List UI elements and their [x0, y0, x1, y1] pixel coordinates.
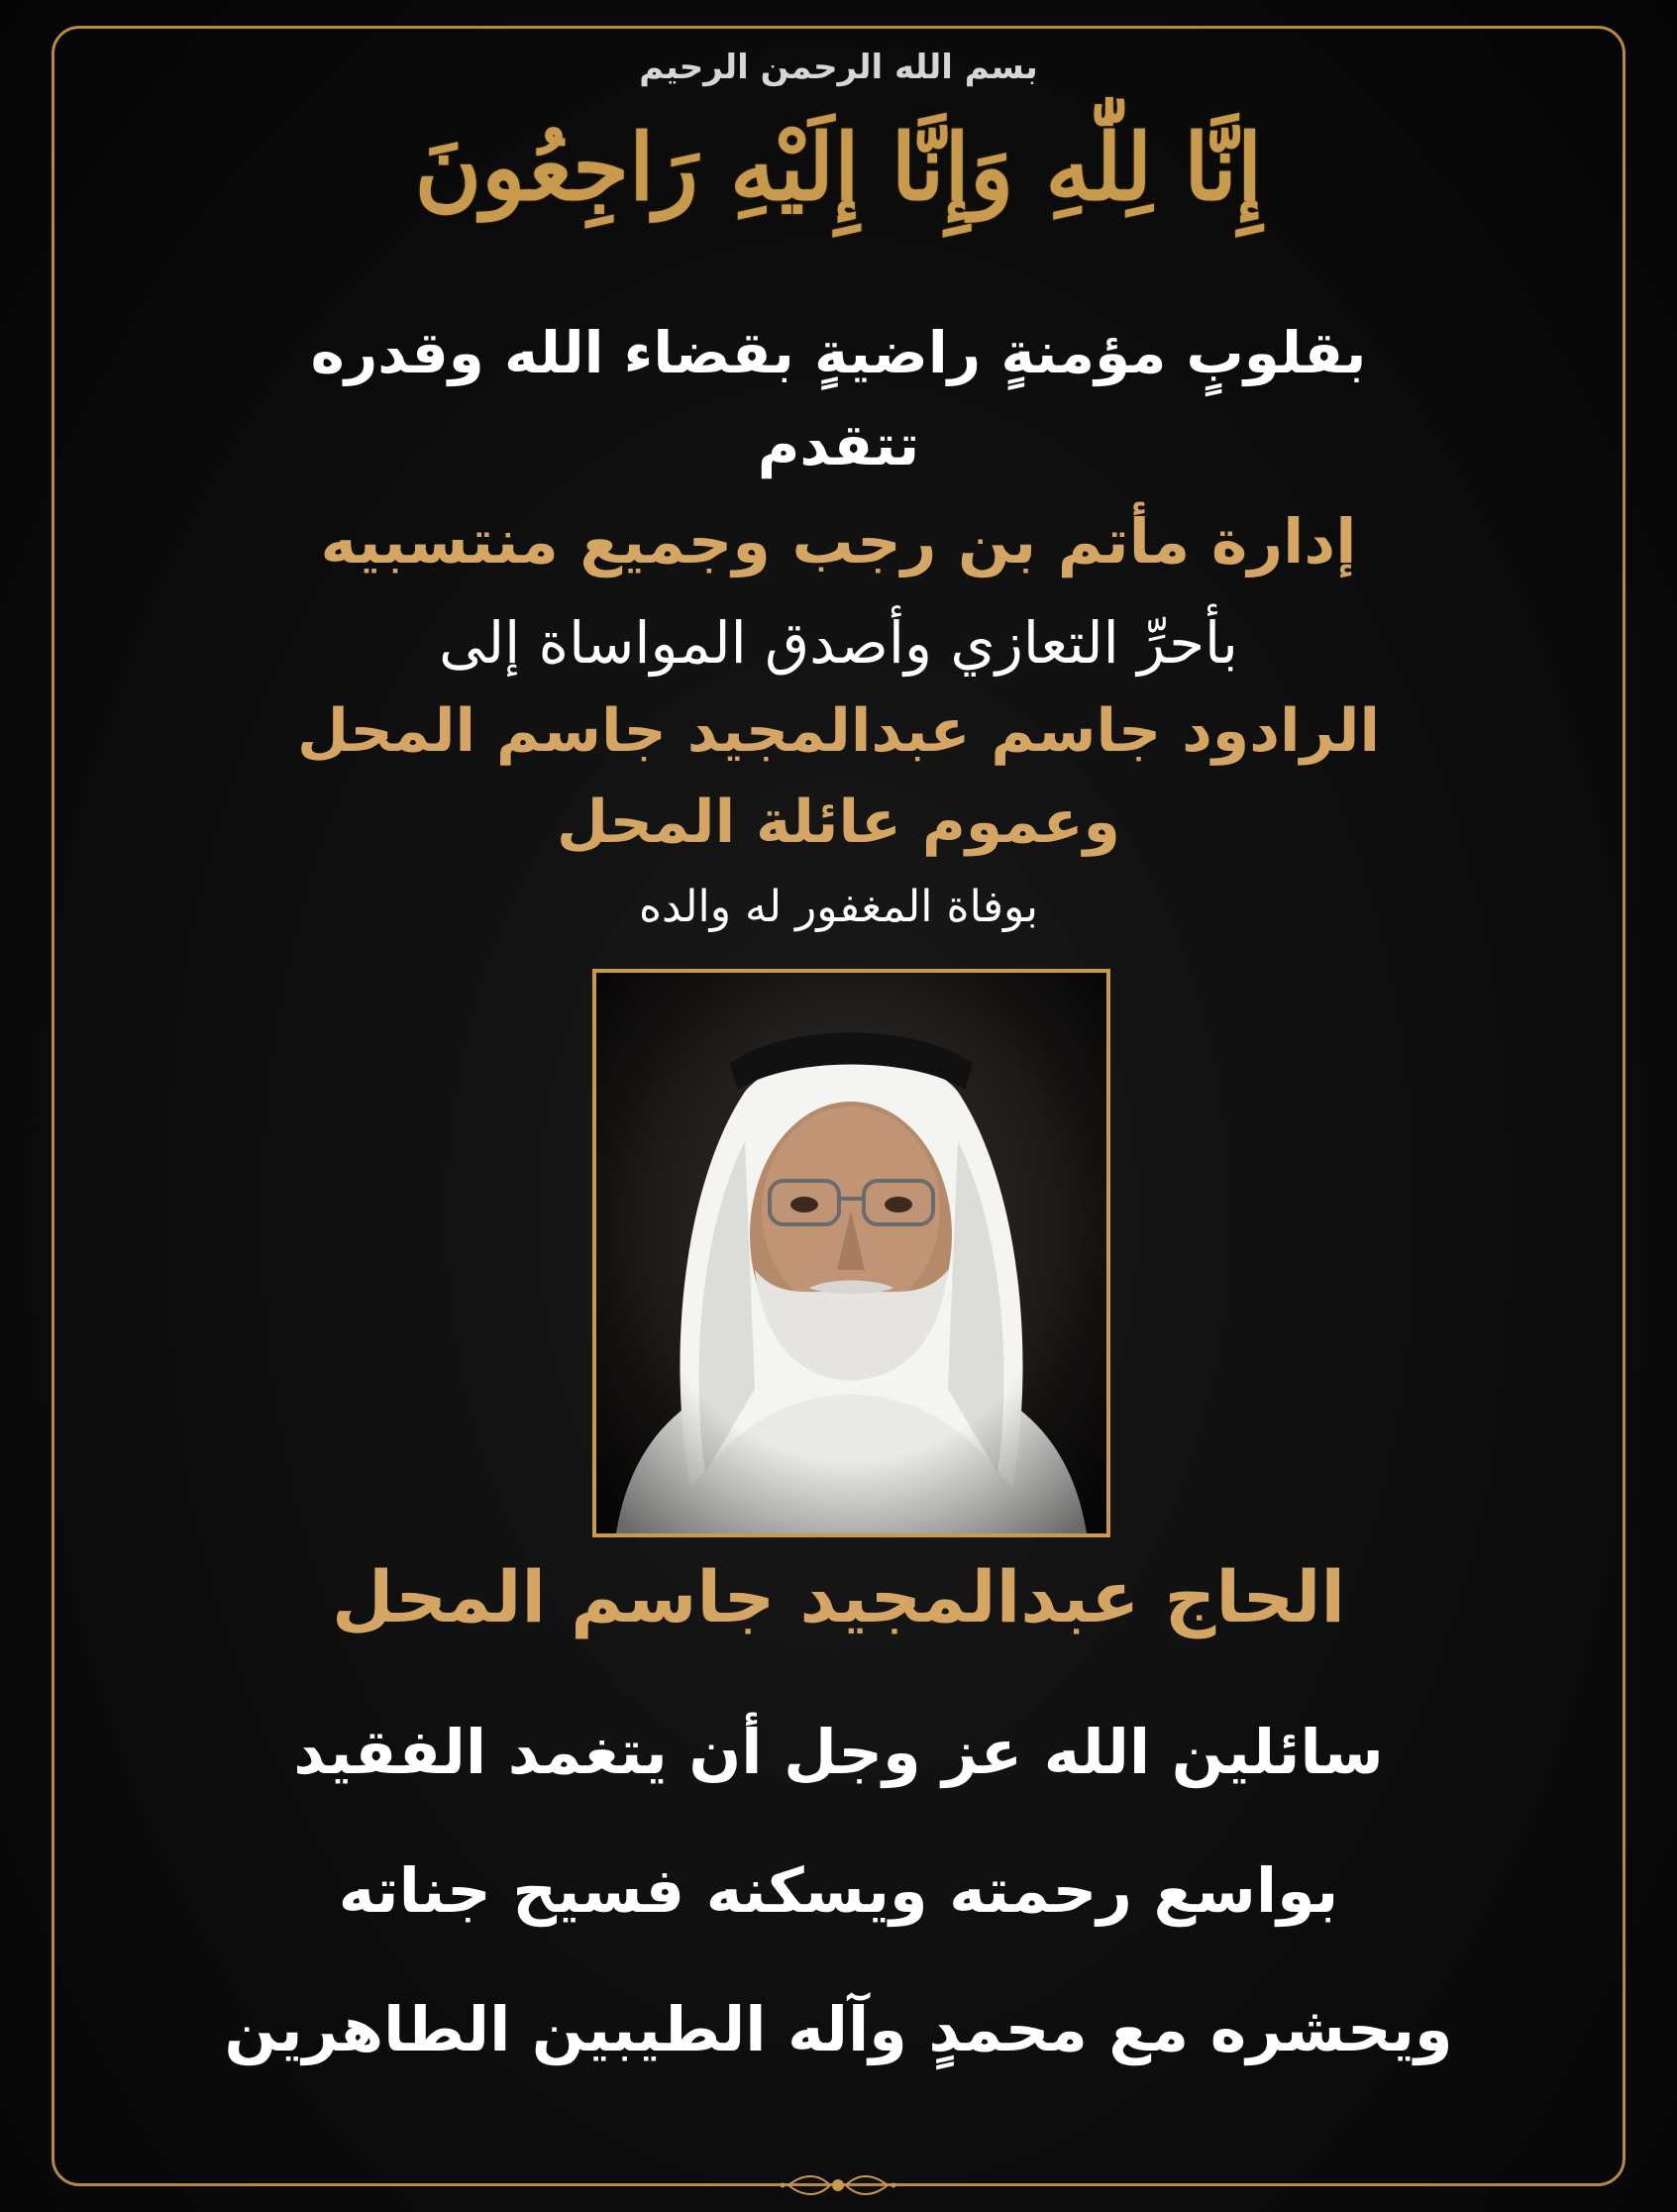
recipient-family: وعموم عائلة المحل — [557, 788, 1120, 857]
prayer-line-1: سائلين الله عز وجل أن يتغمد الفقيد — [293, 1716, 1384, 1788]
basmala: بسم الله الرحمن الرحيم — [639, 48, 1038, 87]
sender-name: إدارة مأتم بن رجب وجميع منتسبيه — [320, 505, 1357, 578]
prayer-line-2: بواسع رحمته ويسكنه فسيح جناته — [338, 1854, 1339, 1927]
intro-line: بقلوبٍ مؤمنةٍ راضيةٍ بقضاء الله وقدره — [310, 319, 1367, 386]
deceased-portrait — [592, 969, 1110, 1537]
portrait-illustration — [596, 973, 1106, 1533]
prayer-line-3: ويحشره مع محمدٍ وآله الطيبين الطاهرين — [224, 1993, 1453, 2065]
death-announcement-line: بوفاة المغفور له والده — [639, 882, 1038, 932]
quran-verse-calligraphy: إِنَّا لِلّٰهِ وَإِنَّا إِلَيْهِ رَاجِعُونَ — [414, 114, 1263, 221]
condolence-line: بأحرِّ التعازي وأصدق المواساة إلى — [439, 609, 1238, 677]
recipient-name: الرادود جاسم عبدالمجيد جاسم المحل — [296, 696, 1381, 766]
ornament-icon — [779, 2167, 897, 2203]
offers-line: تتقدم — [757, 411, 920, 478]
deceased-name: الحاج عبدالمجيد جاسم المحل — [331, 1555, 1346, 1638]
